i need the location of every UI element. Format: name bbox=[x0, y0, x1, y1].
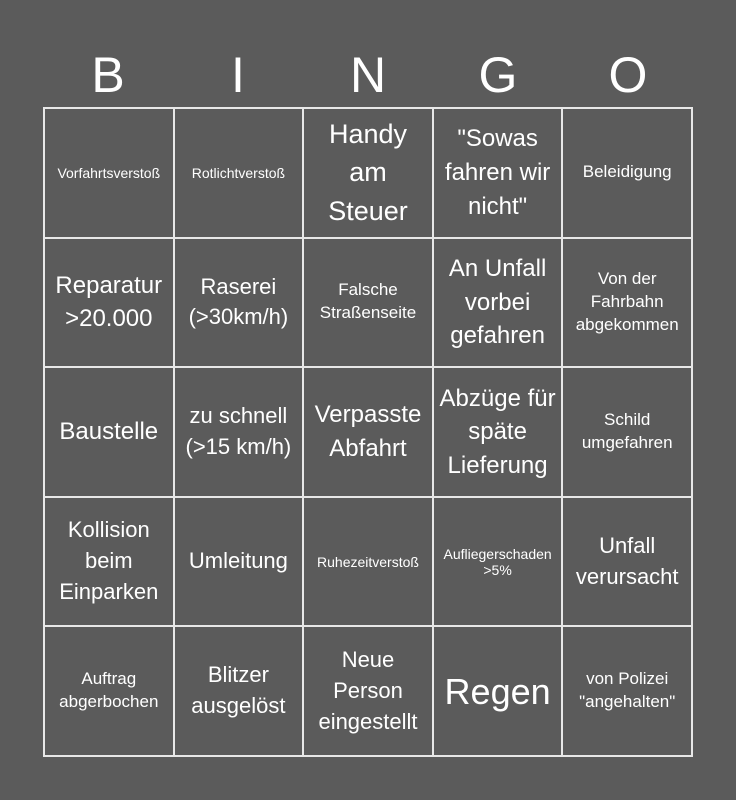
bingo-cell[interactable]: "Sowas fahren wir nicht" bbox=[433, 108, 563, 238]
bingo-cell[interactable]: Vorfahrtsverstoß bbox=[44, 108, 174, 238]
bingo-cell[interactable]: Unfall verursacht bbox=[562, 497, 692, 627]
bingo-cell[interactable]: Aufliegerschaden >5% bbox=[433, 497, 563, 627]
bingo-cell[interactable]: An Unfall vorbei gefahren bbox=[433, 238, 563, 368]
bingo-cell[interactable]: Verpasste Abfahrt bbox=[303, 367, 433, 497]
bingo-cell[interactable]: Beleidigung bbox=[562, 108, 692, 238]
bingo-cell[interactable]: Kollision beim Einparken bbox=[44, 497, 174, 627]
bingo-cell[interactable]: Schild umgefahren bbox=[562, 367, 692, 497]
bingo-cell[interactable]: Blitzer ausgelöst bbox=[174, 626, 304, 756]
bingo-cell[interactable]: Regen bbox=[433, 626, 563, 756]
header-letter-g: G bbox=[478, 47, 518, 103]
header-letter-n: N bbox=[349, 47, 387, 103]
bingo-cell[interactable]: Abzüge für späte Lieferung bbox=[433, 367, 563, 497]
bingo-cell[interactable]: Baustelle bbox=[44, 367, 174, 497]
bingo-cell[interactable]: Raserei (>30km/h) bbox=[174, 238, 304, 368]
bingo-cell[interactable]: Falsche Straßenseite bbox=[303, 238, 433, 368]
bingo-cell[interactable]: Ruhezeitverstoß bbox=[303, 497, 433, 627]
bingo-cell[interactable]: Neue Person eingestellt bbox=[303, 626, 433, 756]
bingo-cell[interactable]: Reparatur >20.000 bbox=[44, 238, 174, 368]
header-letter-i: I bbox=[231, 47, 245, 103]
bingo-header bbox=[43, 45, 693, 105]
bingo-cell[interactable]: zu schnell (>15 km/h) bbox=[174, 367, 304, 497]
bingo-cell[interactable]: Rotlichtverstoß bbox=[174, 108, 304, 238]
bingo-cell[interactable]: Umleitung bbox=[174, 497, 304, 627]
bingo-board bbox=[43, 107, 693, 757]
bingo-cell[interactable]: Auftrag abgerbochen bbox=[44, 626, 174, 756]
header-letter-o: O bbox=[608, 47, 648, 103]
bingo-cell[interactable]: Handy am Steuer bbox=[303, 108, 433, 238]
header-letter-b: B bbox=[91, 47, 125, 103]
bingo-cell[interactable]: Von der Fahrbahn abgekommen bbox=[562, 238, 692, 368]
bingo-cell[interactable]: von Polizei "angehalten" bbox=[562, 626, 692, 756]
